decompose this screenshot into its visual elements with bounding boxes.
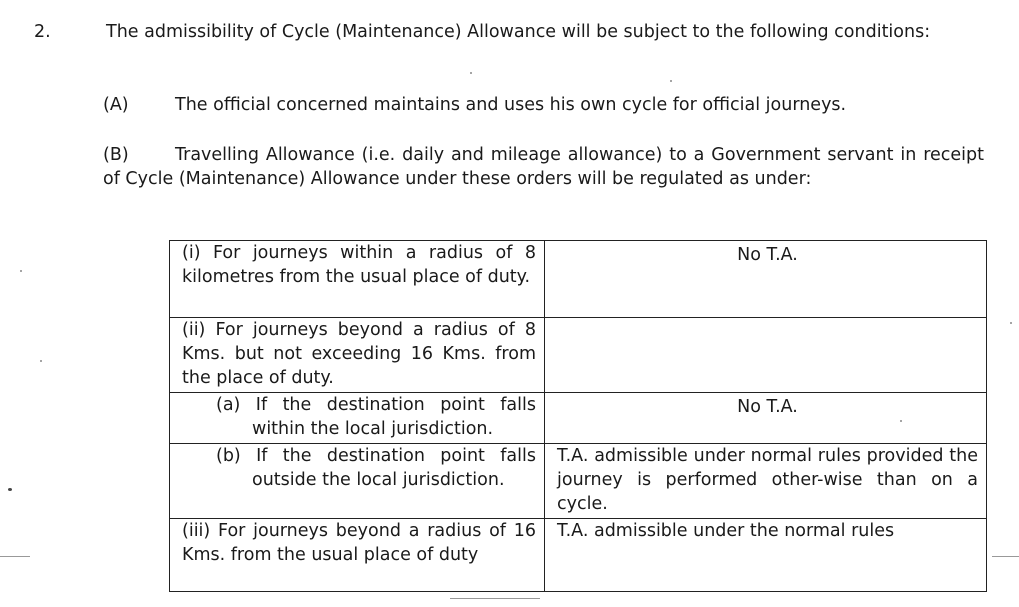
scan-speck	[900, 420, 902, 422]
condition-cell: (i) For journeys within a radius of 8 kilometres from the usual place of duty.	[170, 241, 545, 318]
condition-a	[103, 93, 984, 117]
condition-text: (a) If the destination point falls within the local jurisdiction.	[216, 395, 536, 439]
table-row	[170, 241, 987, 318]
condition-cell	[170, 444, 545, 519]
scan-line	[0, 556, 30, 557]
scan-speck	[470, 72, 472, 74]
condition-b-text: Travelling Allowance (i.e. daily and mileage allowance) to a Government servant in receipt of Cycle (Maintenance) Allowance under these orders will be regulated as under:	[103, 145, 984, 189]
condition-cell: (ii) For journeys beyond a radius of 8 Kms. but not exceeding 16 Kms. from the place of duty.	[170, 318, 545, 393]
ta-cell: T.A. admissible under the normal rules	[545, 519, 987, 592]
scan-speck	[670, 80, 672, 82]
ta-rules-table	[169, 240, 987, 592]
table-row	[170, 393, 987, 444]
scan-line	[450, 598, 540, 599]
condition-cell: (iii) For journeys beyond a radius of 16 Kms. from the usual place of duty	[170, 519, 545, 592]
scan-speck	[8, 488, 12, 491]
table-row	[170, 519, 987, 592]
table-row	[170, 318, 987, 393]
condition-b	[103, 143, 984, 191]
condition-a-label: (A)	[103, 95, 129, 115]
ta-cell	[545, 318, 987, 393]
condition-text: (b) If the destination point falls outside the local jurisdiction.	[216, 446, 536, 490]
paragraph-2	[34, 20, 984, 44]
scan-speck	[1010, 322, 1012, 324]
ta-cell: No T.A.	[545, 393, 987, 444]
table-row	[170, 444, 987, 519]
paragraph-text: The admissibility of Cycle (Maintenance) Allowance will be subject to the following conditions:	[106, 22, 931, 42]
condition-b-label: (B)	[103, 145, 129, 165]
ta-cell: T.A. admissible under normal rules provided the journey is performed other-wise than on a cycle.	[545, 444, 987, 519]
paragraph-number: 2.	[34, 22, 51, 42]
ta-cell: No T.A.	[545, 241, 987, 318]
condition-cell	[170, 393, 545, 444]
scan-speck	[40, 360, 42, 362]
scan-speck	[20, 270, 22, 272]
scan-line	[992, 556, 1019, 557]
condition-a-text: The official concerned maintains and uses his own cycle for official journeys.	[175, 95, 847, 115]
